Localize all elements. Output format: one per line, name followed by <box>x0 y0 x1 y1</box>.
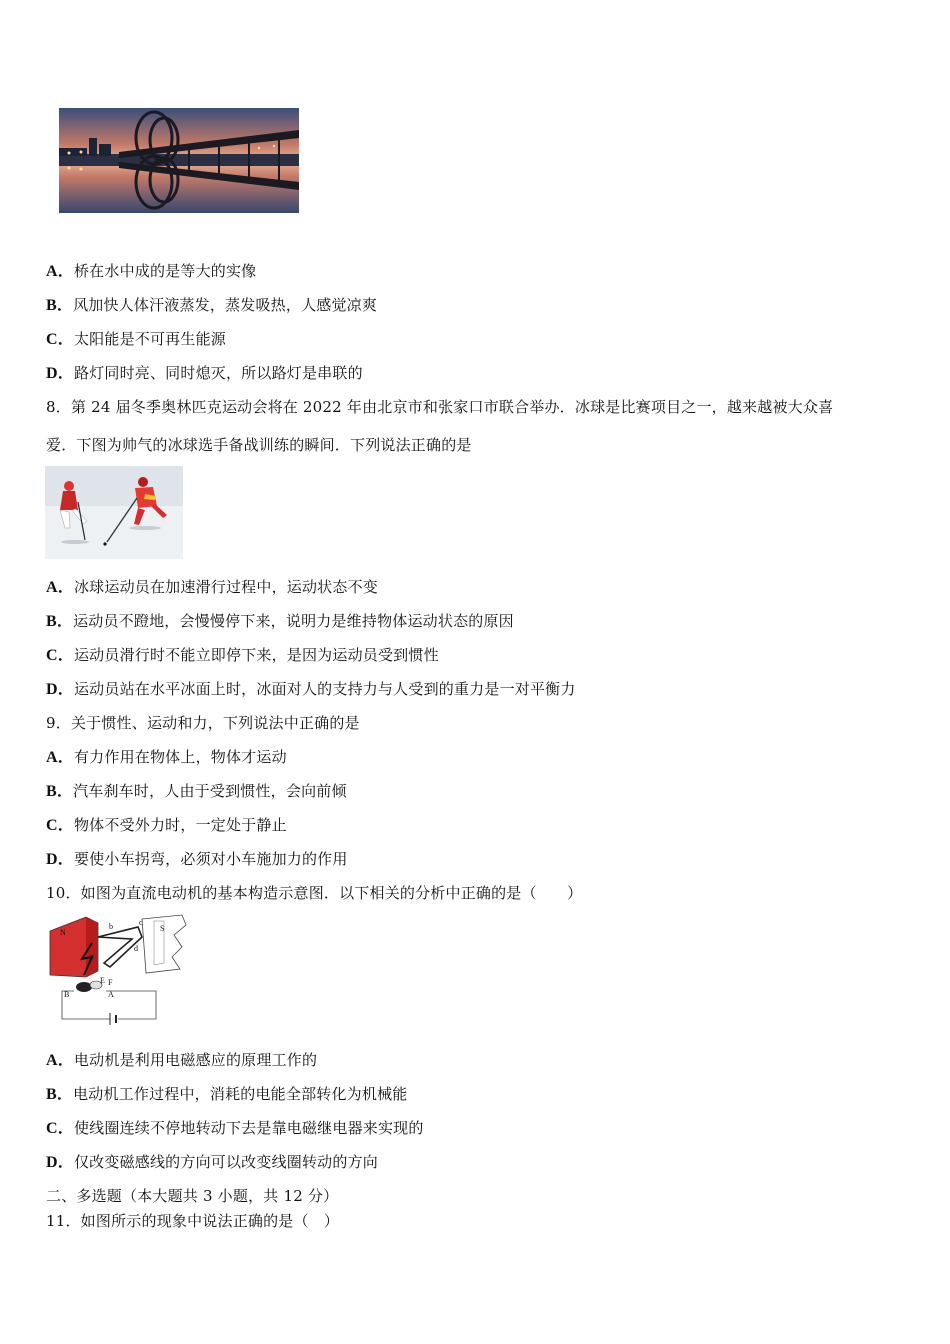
label-bb: B <box>64 990 70 999</box>
option-letter: A． <box>46 749 74 766</box>
section-title: 二、多选题（本大题共 3 小题，共 12 分） <box>46 1187 339 1205</box>
q9-option-b <box>46 781 347 802</box>
option-letter: A． <box>46 579 74 596</box>
option-text: 太阳能是不可再生能源 <box>73 330 226 348</box>
q8-option-b <box>46 611 514 632</box>
label-s: S <box>160 924 165 933</box>
dc-motor-diagram <box>46 913 192 1031</box>
option-letter: C． <box>46 647 74 664</box>
label-aa: A <box>108 990 114 999</box>
option-text: 仅改变磁感线的方向可以改变线圈转动的方向 <box>73 1153 378 1171</box>
label-n: N <box>60 928 66 937</box>
option-letter: C． <box>46 817 74 834</box>
option-text: 运动员不蹬地，会慢慢停下来，说明力是维持物体运动状态的原因 <box>73 612 514 630</box>
q8-option-c <box>46 645 439 666</box>
option-letter: B． <box>46 613 74 630</box>
q9-option-c <box>46 815 287 836</box>
option-text: 汽车刹车时，人由于受到惯性，会向前倾 <box>73 782 347 800</box>
option-text: 风加快人体汗液蒸发，蒸发吸热，人感觉凉爽 <box>73 296 378 314</box>
q7-option-c <box>46 329 226 350</box>
q8-option-d <box>46 679 576 700</box>
label-f: F <box>108 978 113 987</box>
option-letter: A． <box>46 263 74 280</box>
option-letter: A． <box>46 1052 74 1069</box>
q8-stem-line2: 爱．下图为帅气的冰球选手备战训练的瞬间．下列说法正确的是 <box>46 436 472 454</box>
option-text: 有力作用在物体上，物体才运动 <box>73 748 287 766</box>
ice-hockey-photo <box>45 466 183 559</box>
q10-option-c <box>46 1118 424 1139</box>
label-c: c <box>139 918 143 927</box>
q7-option-d <box>46 363 363 384</box>
option-text: 运动员站在水平冰面上时，冰面对人的支持力与人受到的重力是一对平衡力 <box>73 680 576 698</box>
q7-option-a <box>46 261 256 282</box>
option-text: 桥在水中成的是等大的实像 <box>73 262 257 280</box>
option-letter: D． <box>46 851 74 868</box>
option-letter: B． <box>46 1086 74 1103</box>
option-text: 路灯同时亮、同时熄灭，所以路灯是串联的 <box>73 364 363 382</box>
q10-option-b <box>46 1084 407 1105</box>
q8-stem-line1: 8．第 24 届冬季奥林匹克运动会将在 2022 年由北京市和张家口市联合举办．冰球是比赛项目之一，越来越被大众喜 <box>46 398 834 416</box>
option-letter: C． <box>46 1120 74 1137</box>
option-text: 使线圈连续不停地转动下去是靠电磁继电器来实现的 <box>73 1119 424 1137</box>
q10-stem: 10．如图为直流电动机的基本构造示意图．以下相关的分析中正确的是（ ） <box>46 884 583 902</box>
option-letter: D． <box>46 681 74 698</box>
option-text: 电动机是利用电磁感应的原理工作的 <box>73 1051 318 1069</box>
option-letter: B． <box>46 297 74 314</box>
q9-stem: 9．关于惯性、运动和力，下列说法中正确的是 <box>46 714 360 732</box>
q8-option-a <box>46 577 378 598</box>
option-letter: D． <box>46 1154 74 1171</box>
label-d: d <box>134 944 138 953</box>
q7-option-b <box>46 295 377 316</box>
option-text: 物体不受外力时，一定处于静止 <box>73 816 287 834</box>
label-e: E <box>100 976 105 985</box>
label-b: b <box>109 922 113 931</box>
option-text: 运动员滑行时不能立即停下来，是因为运动员受到惯性 <box>73 646 439 664</box>
option-letter: B． <box>46 783 74 800</box>
option-letter: D． <box>46 365 74 382</box>
q10-option-a <box>46 1050 317 1071</box>
option-text: 要使小车拐弯，必须对小车施加力的作用 <box>73 850 348 868</box>
q10-option-d <box>46 1152 378 1173</box>
option-letter: C． <box>46 331 74 348</box>
q9-option-d <box>46 849 348 870</box>
q9-option-a <box>46 747 287 768</box>
option-text: 冰球运动员在加速滑行过程中，运动状态不变 <box>73 578 378 596</box>
label-a: a <box>90 952 94 961</box>
option-text: 电动机工作过程中，消耗的电能全部转化为机械能 <box>73 1085 408 1103</box>
q11-stem: 11．如图所示的现象中说法正确的是（ ） <box>46 1212 340 1230</box>
